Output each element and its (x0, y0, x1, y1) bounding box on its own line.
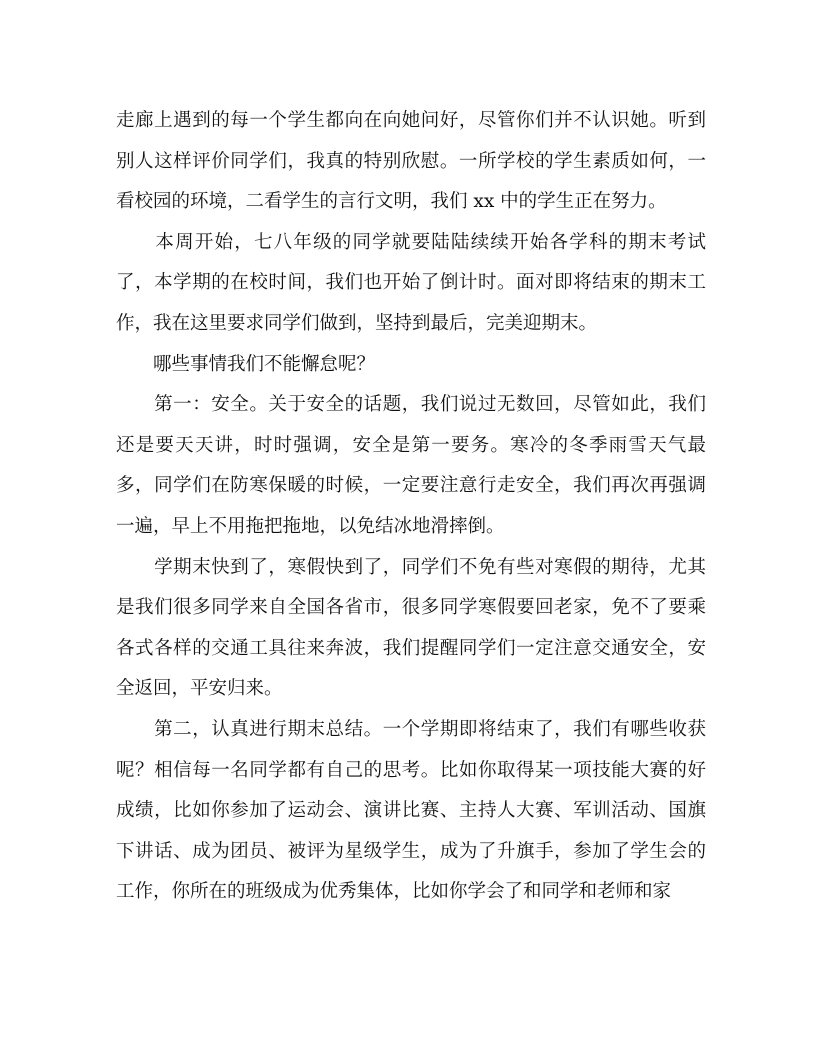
paragraph-3: 哪些事情我们不能懈怠呢？ (116, 353, 376, 375)
paragraph-4: 第一：安全。关于安全的话题，我们说过无数回，尽管如此，我们还是要天天讲，时时强调，安全是第一要务。寒冷的冬季雨雪天气最多，同学们在防寒保暖的时候，一定要注意行走安全，我们再次再强调一遍，早上不用拖把拖地，以免结冰地滑摔倒。 (116, 394, 706, 537)
paragraph-2: 本周开始，七八年级的同学就要陆陆续续开始各学科的期末考试了，本学期的在校时间，我们也开始了倒计时。面对即将结束的期末工作，我在这里要求同学们做到，坚持到最后，完美迎期末。 (116, 231, 706, 334)
document-body (116, 101, 706, 913)
paragraph-1: 走廊上遇到的每一个学生都向在向她问好，尽管你们并不认识她。听到别人这样评价同学们，我真的特别欣慰。一所学校的学生素质如何，一看校园的环境，二看学生的言行文明，我们 xx 中的学生正在努力。 (116, 110, 706, 213)
paragraph-6: 第二，认真进行期末总结。一个学期即将结束了，我们有哪些收获呢？相信每一名同学都有自己的思考。比如你取得某一项技能大赛的好成绩，比如你参加了运动会、演讲比赛、主持人大赛、军训活动、国旗下讲话、成为团员、被评为星级学生，成为了升旗手，参加了学生会的工作，你所在的班级成为优秀集体，比如你学会了和同学和老师和家 (116, 718, 706, 903)
paragraph-5: 学期末快到了，寒假快到了，同学们不免有些对寒假的期待，尤其是我们很多同学来自全国各省市，很多同学寒假要回老家，免不了要乘各式各样的交通工具往来奔波，我们提醒同学们一定注意交通安全，安全返回，平安归来。 (116, 556, 706, 700)
